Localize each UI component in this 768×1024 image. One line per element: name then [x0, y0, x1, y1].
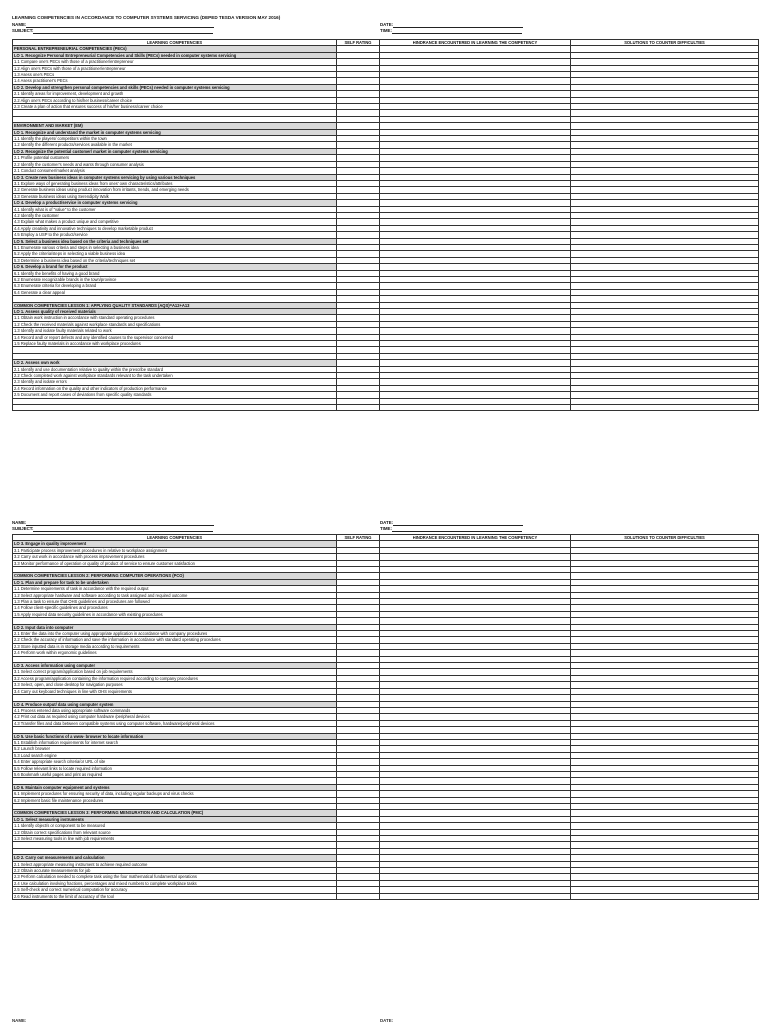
competency-cell: 1.2 Obtain correct specifications from relevant source [13, 829, 337, 835]
col-header-self-rating: SELF RATING [337, 40, 380, 46]
time-field-1 [380, 28, 522, 34]
competency-cell: 5.1 Establish information requirements for internet search [13, 739, 337, 745]
competency-cell: 2.3 Identify and isolate errors [13, 379, 337, 385]
subject-field-1 [12, 28, 213, 34]
hindrance-cell [380, 893, 571, 899]
col-header-solutions: SOLUTIONS TO COUNTER DIFFICULTIES [571, 40, 759, 46]
competency-cell: 6.3 Enumerate criteria for developing a brand [13, 283, 337, 289]
competency-cell: LO 6. Develop a brand for the product [13, 264, 337, 270]
competency-cell: 4.3 Explain what makes a product unique and competitive [13, 219, 337, 225]
competency-cell: 2.3 Store inputted data is in storage media according to requirements [13, 643, 337, 649]
competency-cell: 2.4 Use calculation involving fractions, percentages and mixed numbers to complete workplace tasks [13, 880, 337, 886]
competency-cell: 1.5 Replace faulty materials in accordance with workplace procedures [13, 341, 337, 347]
competency-table-page-1 [12, 39, 759, 411]
competency-cell: 1.1 Identify object/s or component to be measured [13, 823, 337, 829]
competency-cell: 5.6 Bookmark useful pages and print as required [13, 771, 337, 777]
competency-cell: 5.1 Enumerate various criteria and steps in selecting a business idea [13, 244, 337, 250]
competency-cell [13, 405, 337, 411]
col-header-self-rating: SELF RATING [337, 535, 380, 541]
competency-table-page-2 [12, 534, 759, 900]
competency-cell: 2.2 Align one's PECs according to his/her business/career choice [13, 97, 337, 103]
hindrance-cell [380, 405, 571, 411]
competency-cell: 4.2 Identify the customer [13, 212, 337, 218]
competency-cell: 3.1 Select correct program/application based on job requirements [13, 669, 337, 675]
competency-cell: 1.3 Identify and isolate faulty materials related to work [13, 328, 337, 334]
competency-cell: 1.4 Follow client-specific guidelines and procedures [13, 605, 337, 611]
competency-cell: 5.3 Load search engine [13, 752, 337, 758]
competency-cell: LO 2. Develop and strengthen personal competencies and skills (PECs) needed in computer systems servicing [13, 84, 337, 90]
competency-cell: 1.5 Apply required data security guidelines in accordance with existing procedures [13, 611, 337, 617]
solutions-cell [571, 893, 759, 899]
col-header-competencies: LEARNING COMPETENCIES [13, 535, 337, 541]
competency-cell: LO 1. Recognize and understand the market in computer systems servicing [13, 129, 337, 135]
competency-cell: LO 1. Select measuring instruments [13, 816, 337, 822]
competency-cell: 6.2 Enumerate recognizable brands in the town/province [13, 277, 337, 283]
competency-cell: 2.1 Select appropriate measuring instrument to achieve required outcome [13, 861, 337, 867]
competency-cell: 6.2 Implement basic file maintenance procedures [13, 797, 337, 803]
competency-cell: 1.1 Compare one's PECs with those of a practitioner/entrepreneur [13, 59, 337, 65]
competency-cell: 4.1 Process entered data using appropriate software commands [13, 707, 337, 713]
competency-cell: 5.2 Launch browser [13, 746, 337, 752]
competency-cell: 1.3 Asess one's PECs [13, 72, 337, 78]
competency-cell: LO 2. Carry out measurements and calculation [13, 855, 337, 861]
blank-row [13, 405, 759, 411]
competency-cell: 2.1 Enter the data into the computer using appropriate application in accordance with company procedures [13, 631, 337, 637]
competency-row [13, 893, 759, 899]
competency-cell: 2.2 Check completed work against workplace standards relevant to the task undertaken [13, 373, 337, 379]
competency-cell: 2.5 Document and report cases of deviations from specific quality standards [13, 392, 337, 398]
competency-cell: COMMON COMPETENCIES LESSON 1: APPLYING QUALITY STANDARDS (AQS)=A12+A13 [13, 302, 337, 308]
competency-cell: 5.3 Determine a business idea based on the criteria/techniques set [13, 257, 337, 263]
col-header-hindrance: HINDRANCE ENCOUNTERED IN LEARNING THE COMPETENCY [380, 40, 571, 46]
competency-cell: LO 3. Engage in quality improvement [13, 541, 337, 547]
competency-cell: 4.3 Transfer files and data between compatible systems using computer software, hardware/peripheral devices [13, 720, 337, 726]
competency-cell: LO 4. Develop a product/service in computer systems servicing [13, 200, 337, 206]
competency-cell: 2.1 Profile potential customers [13, 155, 337, 161]
competency-cell: 1.1 Determine requirements of task in accordance with the required output [13, 586, 337, 592]
competency-cell: 4.5 Employ a USP to the product/service [13, 232, 337, 238]
competency-cell: 1.2 Check the received materials against workplace standards and specifications [13, 321, 337, 327]
competency-cell: 3.1 Explore ways of generating business ideas from ones' own characteristics/attributes [13, 180, 337, 186]
time-label: TIME: [380, 28, 392, 33]
self-rating-cell [337, 893, 380, 899]
competency-cell: 4.4 Apply creativity and innovative techniques to develop marketable product [13, 225, 337, 231]
competency-cell: 5.4 Enter appropriate search criteria/or URL of site [13, 759, 337, 765]
competency-cell: COMMON COMPETENCIES LESSON 2: PERFORMING COMPUTER OPERATIONS (PCO) [13, 573, 337, 579]
competency-cell: 1.1 Identify the players/ competitors within the town [13, 136, 337, 142]
competency-cell: 4.2 Print out data as required using computer hardware /peripheral devices [13, 714, 337, 720]
date-label: DATE: [380, 520, 394, 525]
subject-field-2 [12, 526, 213, 532]
competency-cell: LO 5. Use basic functions of a www- browser to locate information [13, 733, 337, 739]
competency-cell: 2.1 Identify and use documentation relative to quality within the prescribe standard [13, 366, 337, 372]
solutions-cell [571, 405, 759, 411]
subject-label: SUBJECT: [12, 28, 34, 33]
competency-cell: 1.2 Identify the different products/services available in the market [13, 142, 337, 148]
competency-cell: 5.2 Apply the criteria/steps in selecting a viable business idea [13, 251, 337, 257]
competency-cell: 3.2 Generate business ideas using product innovation from irritants, trends, and emerging needs [13, 187, 337, 193]
competency-cell: 3.3 Generate business ideas using Serendipity Walk [13, 193, 337, 199]
time-field-2 [380, 526, 522, 532]
competency-cell: LO 2. Recognize the potential customer/ market in computer systems servicing [13, 148, 337, 154]
name-label: NAME: [12, 520, 27, 525]
competency-cell: 2.2 Obtain accurate measurements for job [13, 867, 337, 873]
competency-cell: 1.1 Obtain work instruction in accordance with standard operating procedures [13, 315, 337, 321]
self-rating-cell [337, 405, 380, 411]
competency-cell: LO 6. Maintain computer equipment and systems [13, 784, 337, 790]
col-header-competencies: LEARNING COMPETENCIES [13, 40, 337, 46]
col-header-hindrance: HINDRANCE ENCOUNTERED IN LEARNING THE COMPETENCY [380, 535, 571, 541]
competency-cell: COMMON COMPETENCIES LESSON 3: PERFORMING MENSURATION AND CALCULATION (PMC) [13, 810, 337, 816]
subject-label: SUBJECT: [12, 526, 34, 531]
competency-cell: LO 4. Produce output/ data using computer system [13, 701, 337, 707]
competency-cell: LO 3. Access information using computer [13, 663, 337, 669]
time-label: TIME: [380, 526, 392, 531]
competency-cell: 6.4 Generate a clear appeal [13, 289, 337, 295]
name-label: NAME: [12, 22, 27, 27]
competency-cell: 2.1 Conduct consumer/market analysis [13, 168, 337, 174]
competency-cell: 2.2 Check the accuracy of information and save the information in accordance with standard operating procedures [13, 637, 337, 643]
competency-cell: 1.4 Asess practitioner's PECs [13, 78, 337, 84]
date-label: DATE: [380, 22, 394, 27]
competency-cell: 3.2 Access program/application containing the information required according to company procedures [13, 675, 337, 681]
competency-cell: LO 1. Plan and prepare for task to be undertaken [13, 579, 337, 585]
competency-cell: 1.4 Record and/ or report defects and any identified causes to the supervisor concerned [13, 334, 337, 340]
competency-cell: 2.1 Identify areas for improvement, development and growth [13, 91, 337, 97]
competency-cell: 2.2 Identify the customer's needs and wants through consumer analysis [13, 161, 337, 167]
competency-cell: 3.3 Monitor performance of operation or quality of product of service to ensure customer satisfaction [13, 560, 337, 566]
competency-cell: 2.3 Perform calculation needed to complete task using the four mathematical fundamental operations [13, 874, 337, 880]
competency-cell: LO 1. Assess quality of received materials [13, 309, 337, 315]
competency-cell: LO 1. Recognize Personal Entrepreneurial Competencies and Skills (PECs) needed in computer systems servicing [13, 52, 337, 58]
competency-cell: 3.2 Carry out work in accordance with process improvement procedures [13, 554, 337, 560]
competency-cell: 2.4 Perform work within ergonomic guidelines [13, 650, 337, 656]
competency-cell: LO 3. Create new business ideas in computer systems servicing by using various techniques [13, 174, 337, 180]
competency-cell: 6.1 Implement procedures for ensuring security of data, including regular backups and virus checks [13, 791, 337, 797]
competency-cell: 3.3 Select, open, and close desktop for navigation purposes [13, 682, 337, 688]
name-label-page-3: NAME: [12, 1018, 27, 1023]
competency-cell: ENVIRONMENT AND MARKET (EM) [13, 123, 337, 129]
competency-cell: 1.3 Plan a task to ensure that OHS guidelines and procedures are followed [13, 599, 337, 605]
competency-cell: PERSONAL ENTREPRENEURIAL COMPETENCIES (PECs) [13, 46, 337, 52]
competency-cell: 2.6 Read instruments to the limit of accuracy of the tool [13, 893, 337, 899]
competency-cell: 3.1 Participate process improvement procedures in relative to workplace assignment [13, 547, 337, 553]
competency-cell: LO 2. Assess own work [13, 360, 337, 366]
competency-cell: 2.5 Self-check and correct numerical computation for accuracy [13, 887, 337, 893]
competency-cell: 2.3 Create a plan of action that ensures success of his/her business/career choice [13, 104, 337, 110]
date-label-page-3: DATE: [380, 1018, 394, 1023]
competency-cell: 4.1 Identify what is of "value" to the customer [13, 206, 337, 212]
competency-cell: 6.1 Identify the benefits of having a good brand [13, 270, 337, 276]
competency-cell: 2.4 Record information on the quality and other indicators of production performance [13, 385, 337, 391]
competency-cell: 1.2 Align one's PECs with those of a practitioner/entrepreneur [13, 65, 337, 71]
competency-cell: 1.2 Select appropriate hardware and software according to task assigned and required outcome [13, 592, 337, 598]
competency-cell: 5.5 Follow relevant links to locate required information [13, 765, 337, 771]
document-title: LEARNING COMPETENCIES IN ACCORDANCE TO COMPUTER SYSTEMS SERVICING (DEPED TESDA VERSION MAY 2016) [12, 15, 281, 20]
competency-cell: 3.4 Carry out keyboard techniques in line with OHS requirements [13, 688, 337, 694]
competency-cell: LO 5. Select a business idea based on the criteria and techniques set [13, 238, 337, 244]
competency-cell: LO 2. Input data into computer [13, 624, 337, 630]
col-header-solutions: SOLUTIONS TO COUNTER DIFFICULTIES [571, 535, 759, 541]
competency-cell: 1.3 Select measuring tools in line with job requirements [13, 835, 337, 841]
